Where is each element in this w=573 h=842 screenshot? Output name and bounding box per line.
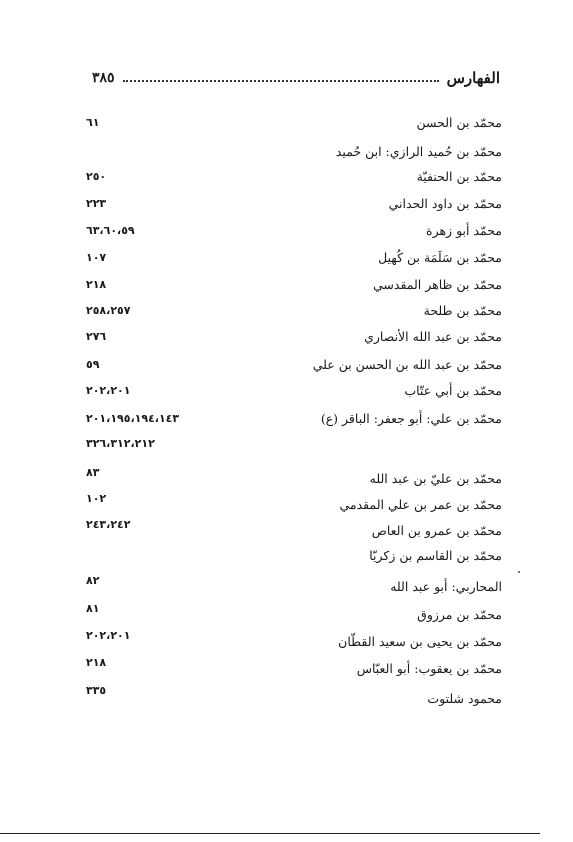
index-entry [80, 488, 502, 510]
index-entry [80, 300, 502, 322]
entry-name: محمّد بن مرزوق [417, 607, 502, 622]
header-page-number: ٣٨٥ [92, 70, 115, 86]
entry-pages: ٢٠٢،٢٠١ [86, 629, 131, 642]
index-entry [80, 514, 502, 536]
entry-name: محمود شلتوت [427, 691, 502, 706]
entry-pages: ٨١ [86, 602, 100, 615]
entry-pages: ٢١٨ [86, 278, 107, 291]
entry-pages: ٢٧٦ [86, 330, 107, 343]
entry-name: محمّد بن أبي عتّاب [404, 383, 502, 398]
entry-name: محمّد بن عمرو بن العاص [371, 523, 502, 538]
entry-pages: ١٠٢ [86, 492, 107, 505]
index-entry [80, 166, 502, 188]
entry-pages: ٣٣٥ [86, 684, 107, 697]
index-entry-continuation [80, 433, 502, 455]
index-entry [80, 652, 502, 674]
index-entry [80, 247, 502, 269]
entry-pages: ١٠٧ [86, 251, 107, 264]
index-entry [80, 408, 502, 430]
index-entry [80, 354, 502, 376]
entry-name: محمّد بن عمر بن علي المقدمي [339, 497, 502, 512]
index-entry [80, 545, 502, 567]
entry-name: محمّد بن يحيى بن سعيد القطّان [338, 634, 502, 649]
index-entry [80, 112, 502, 134]
entry-pages: ٦٣،٦٠،٥٩ [86, 224, 135, 237]
index-entry [80, 141, 502, 163]
entry-pages: ٢٢٣ [86, 197, 107, 210]
index-entry [80, 598, 502, 620]
entry-name: محمّد بن الحسن [416, 115, 502, 130]
entry-name: محمّد بن طلحة [423, 303, 502, 318]
index-entry [80, 625, 502, 647]
entry-pages: ٥٩ [86, 358, 100, 371]
entry-name: محمّد بن عليّ بن عبد الله [369, 471, 502, 486]
index-entry [80, 380, 502, 402]
entry-name: محمّد بن يعقوب: أبو العبّاس [356, 661, 502, 676]
index-entry [80, 274, 502, 296]
entry-name: محمّد بن علي: أبو جعفر: الباقر (ع) [320, 411, 502, 426]
entry-pages: ٢٠٢،٢٠١ [86, 384, 131, 397]
index-entry [80, 462, 502, 484]
entry-pages: ٢٥٠ [86, 170, 107, 183]
entry-name: محمّد بن القاسم بن زكريّا [369, 548, 502, 563]
index-entry [80, 326, 502, 348]
entry-pages: ٨٢ [86, 574, 100, 587]
entry-name: محمّد بن حُميد الرازي: ابن حُميد [335, 144, 502, 159]
entry-name: المحاربي: أبو عبد الله [390, 579, 502, 594]
header-title: الفهارس [446, 69, 500, 87]
entry-pages: ٢٥٨،٢٥٧ [86, 304, 131, 317]
entry-pages: ٢١٨ [86, 656, 107, 669]
entry-name: محمّد بن ظاهر المقدسي [373, 277, 502, 292]
entry-pages: ٦١ [86, 116, 100, 129]
entry-name: محمّد أبو زهرة [426, 223, 502, 238]
entry-name: محمّد بن عبد الله الأنصاري [364, 329, 502, 344]
entry-pages: ٢٤٣،٢٤٢ [86, 518, 131, 531]
entry-name: محمّد بن داود الحداني [388, 196, 502, 211]
entry-pages: ٢٠١،١٩٥،١٩٤،١٤٣ [86, 412, 180, 425]
index-entry [80, 220, 502, 242]
index-entry-continuation [80, 570, 502, 592]
index-entry [80, 680, 502, 706]
entry-name: محمّد بن الحنفيّة [416, 169, 502, 184]
page-bottom-rule [0, 833, 540, 834]
entry-name: محمّد بن عبد الله بن الحسن بن علي [312, 357, 502, 372]
stray-mark [518, 571, 520, 573]
entry-pages: ٣٢٦،٣١٢،٢١٢ [86, 437, 155, 450]
entry-pages: ٨٣ [86, 466, 100, 479]
entry-name: محمّد بن سَلَمَة بن كُهيل [378, 250, 502, 265]
index-entry [80, 193, 502, 215]
